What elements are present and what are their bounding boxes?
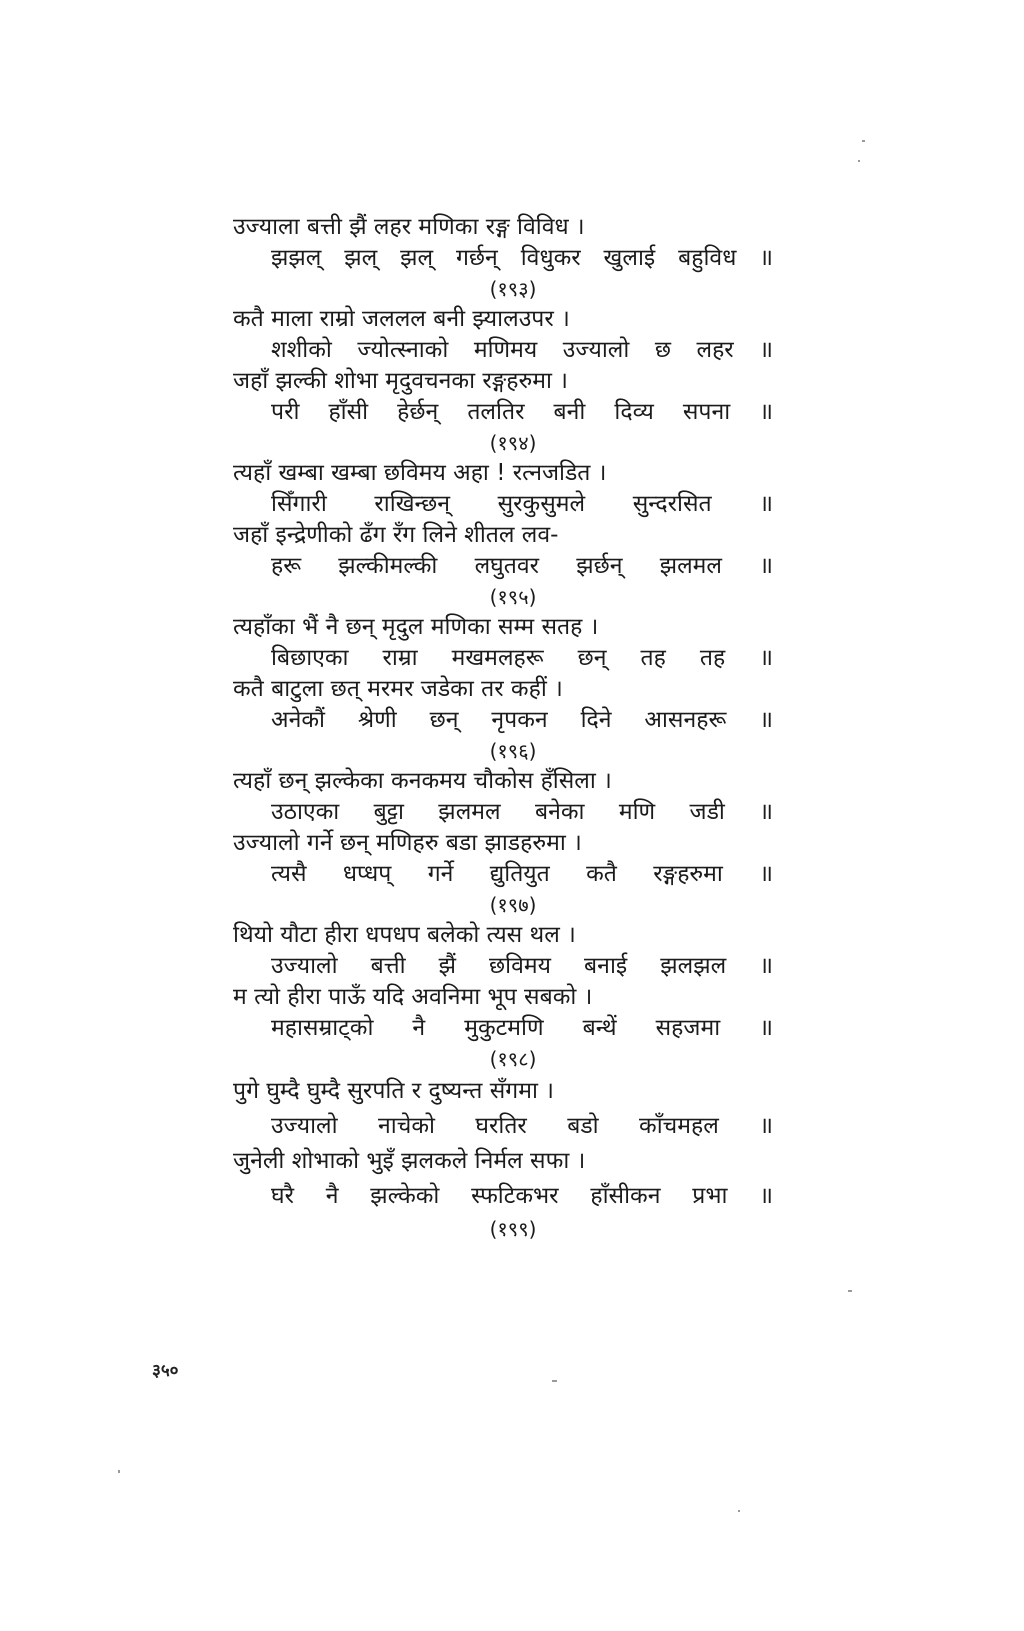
verse-line: त्यहाँ खम्बा खम्बा छविमय अहा ! रत्नजडित । <box>233 460 607 486</box>
verse-line: उठाएका बुट्टा झलमल बनेका मणि जडी ॥ <box>271 799 773 825</box>
verse-line: जहाँ झल्की शोभा मृदुवचनका रङ्गहरुमा । <box>233 368 569 394</box>
verse-line: उज्यालो नाचेको घरतिर बडो काँचमहल ॥ <box>271 1113 773 1139</box>
stanza-194 <box>233 304 773 458</box>
scan-speck <box>848 1290 852 1292</box>
verse-line: झझल् झल् झल् गर्छन् विधुकर खुलाई बहुविध ॥ <box>271 245 773 271</box>
stanza-number: (१९९) <box>489 1217 537 1241</box>
verse-line: शशीको ज्योत्स्नाको मणिमय उज्यालो छ लहर ॥ <box>271 337 773 363</box>
stanza-number: (१९३) <box>489 277 537 301</box>
verse-line: थियो यौटा हीरा धपधप बलेको त्यस थल । <box>233 922 576 948</box>
stanza-193 <box>233 212 773 304</box>
verse-line: महासम्राट्को नै मुकुटमणि बन्थें सहजमा ॥ <box>271 1015 773 1041</box>
verse-line: म त्यो हीरा पाऊँ यदि अवनिमा भूप सबको । <box>233 984 593 1010</box>
verse-line: हरू झल्कीमल्की लघुतवर झर्छन् झलमल ॥ <box>271 553 773 579</box>
stanza-number: (१९६) <box>489 739 537 763</box>
poem-body <box>233 212 773 1244</box>
stanza-number: (१९८) <box>489 1047 537 1071</box>
scan-speck <box>862 140 865 142</box>
verse-line: त्यहाँका भैं नै छन् मृदुल मणिका सम्म सतह । <box>233 614 599 640</box>
scan-speck <box>738 1510 740 1512</box>
stanza-196 <box>233 612 773 766</box>
stanza-199 <box>233 1074 773 1244</box>
verse-line: उज्यालो बत्ती झैं छविमय बनाई झलझल ॥ <box>271 953 773 979</box>
verse-line: बिछाएका राम्रा मखमलहरू छन् तह तह ॥ <box>271 645 773 671</box>
stanza-number: (१९७) <box>489 893 537 917</box>
verse-line: जहाँ इन्द्रेणीको ढँग रँग लिने शीतल लव- <box>233 522 559 548</box>
stanza-number: (१९४) <box>489 431 537 455</box>
verse-line: सिँगारी राखिन्छन् सुरकुसुमले सुन्दरसित ॥ <box>271 491 773 517</box>
verse-line: उज्याला बत्ती झैं लहर मणिका रङ्ग विविध । <box>233 214 585 240</box>
verse-line: अनेकौं श्रेणी छन् नृपकन दिने आसनहरू ॥ <box>271 707 773 733</box>
scan-speck <box>858 160 860 162</box>
stanza-number: (१९५) <box>489 585 537 609</box>
scan-speck <box>118 1470 120 1473</box>
verse-line: उज्यालो गर्ने छन् मणिहरु बडा झाडहरुमा । <box>233 830 582 856</box>
stanza-195 <box>233 458 773 612</box>
stanza-198 <box>233 920 773 1074</box>
page-number: ३५० <box>152 1361 179 1381</box>
verse-line: पुगे घुम्दै घुम्दै सुरपति र दुष्यन्त सँगमा । <box>233 1078 554 1104</box>
verse-line: कतै माला राम्रो जललल बनी झ्यालउपर । <box>233 306 570 332</box>
scan-speck <box>552 1380 557 1382</box>
stanza-197 <box>233 766 773 920</box>
verse-line: त्यहाँ छन् झल्केका कनकमय चौकोस हँसिला । <box>233 768 612 794</box>
verse-line: कतै बाटुला छत् मरमर जडेका तर कहीं । <box>233 676 563 702</box>
verse-line: परी हाँसी हेर्छन् तलतिर बनी दिव्य सपना ॥ <box>271 399 773 425</box>
verse-line: जुनेली शोभाको भुइँ झलकले निर्मल सफा । <box>233 1148 586 1174</box>
verse-line: घरै नै झल्केको स्फटिकभर हाँसीकन प्रभा ॥ <box>271 1183 773 1209</box>
verse-line: त्यसै धप्धप् गर्ने द्युतियुत कतै रङ्गहरुमा ॥ <box>271 861 773 887</box>
